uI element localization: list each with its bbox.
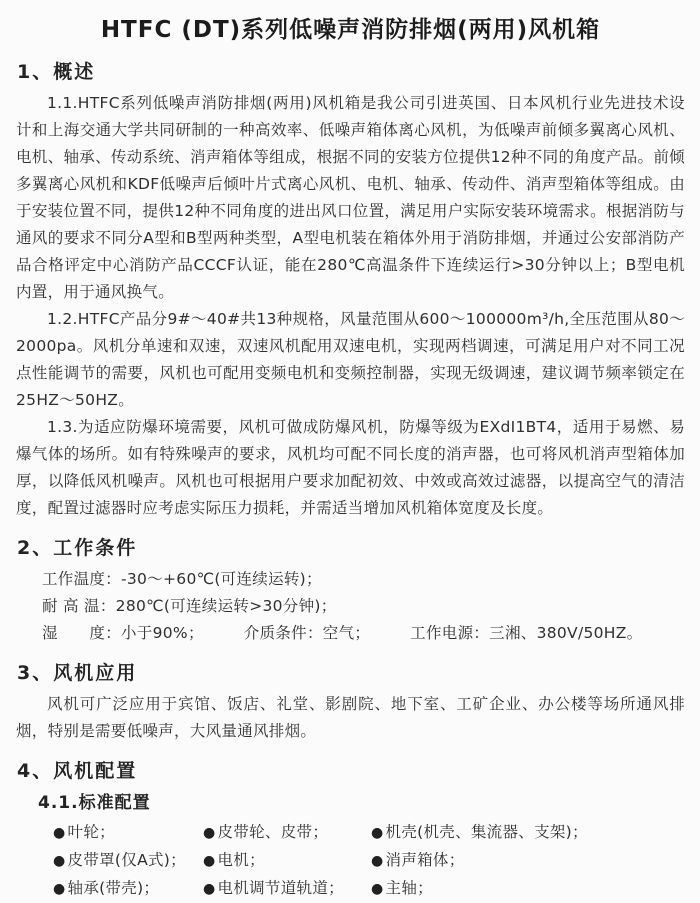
- paragraph-1-3: 1.3.为适应防爆环境需要，风机可做成防爆风机，防爆等级为EXdI1BT4，适用于易燃、易爆气体的场所。如有特殊噪声的要求，风机均可配不同长度的消声器，也可将风机消声型箱体加厚，以降低风机噪声。风机也可根据用户要求加配初效、中效或高效过滤器，以提高空气的清洁度，配置过滤器时应考虑实际压力损耗，并需适当增加风机箱体宽度及长度。: [16, 418, 685, 517]
- config-item-label: 电机；: [217, 851, 265, 869]
- config-item-label: 叶轮；: [67, 823, 115, 841]
- medium-value: 介质条件：空气；: [243, 624, 371, 642]
- config-item-impeller: [53, 819, 203, 847]
- bullet-icon: ●: [53, 881, 66, 897]
- config-item-label: 皮带罩(仅A式)；: [67, 851, 186, 869]
- config-item-main-shaft: [371, 875, 685, 903]
- bullet-icon: ●: [371, 853, 384, 869]
- bullet-icon: ●: [203, 853, 216, 869]
- section-configuration: [16, 758, 685, 903]
- config-item-label: 消声箱体；: [385, 851, 465, 869]
- config-item-pulley-belt: [203, 819, 371, 847]
- humidity-value: 湿 度：小于90%；: [42, 624, 204, 642]
- config-item-label: 轴承(带壳)；: [67, 879, 160, 897]
- config-item-label: 主轴；: [385, 879, 433, 897]
- paragraph-1-2: 1.2.HTFC产品分9#～40#共13种规格，风量范围从600～100000m³/h,全压范围从80～2000pa。风机分单速和双速，双速风机配用双速电机，实现两档调速，可满足用户对不同工况点性能调节的需要，风机也可配用变频电机和变频控制器，实现无级调速，建议调节频率锁定在25HZ～50HZ。: [16, 310, 685, 409]
- document-title: HTFC (DT)系列低噪声消防排烟(两用)风机箱: [100, 17, 601, 43]
- section-applications: [16, 660, 685, 745]
- section-2-heading: 2、工作条件: [17, 537, 138, 559]
- section-working-conditions: [16, 535, 685, 647]
- config-item-label: 机壳(机壳、集流器、支架)；: [385, 823, 588, 841]
- working-temperature-line: 工作温度：-30～+60℃(可连续运转)；: [42, 570, 322, 588]
- applications-paragraph: 风机可广泛应用于宾馆、饭店、礼堂、影剧院、地下室、工矿企业、办公楼等场所通风排烟，特别是需要低噪声，大风量通风排烟。: [16, 695, 685, 740]
- config-item-belt-cover: [53, 847, 203, 875]
- config-item-label: 皮带轮、皮带；: [217, 823, 329, 841]
- config-item-motor: [203, 847, 371, 875]
- section-overview: [16, 59, 685, 522]
- config-item-casing: [371, 819, 685, 847]
- config-item-silencer-box: [371, 847, 685, 875]
- subsection-4-1-heading: 4.1.标准配置: [38, 793, 151, 813]
- power-value: 工作电源：三湘、380V/50HZ。: [410, 624, 643, 642]
- standard-config-list: [53, 819, 685, 903]
- heat-resistance-line: 耐 高 温：280℃(可连续运转>30分钟)；: [42, 597, 337, 615]
- bullet-icon: ●: [53, 853, 66, 869]
- bullet-icon: ●: [53, 825, 66, 841]
- bullet-icon: ●: [203, 825, 216, 841]
- section-4-heading: 4、风机配置: [17, 760, 138, 782]
- config-item-motor-rail: [203, 875, 371, 903]
- config-item-label: 电机调节道轨道；: [217, 879, 344, 897]
- bullet-icon: ●: [203, 881, 216, 897]
- paragraph-1-1: 1.1.HTFC系列低噪声消防排烟(两用)风机箱是我公司引进英国、日本风机行业先进技术设计和上海交通大学共同研制的一种高效率、低噪声箱体离心风机，为低噪声前倾多翼离心风机、电机、轴承、传动系统、消声箱体等组成，根据不同的安装方位提供12种不同的角度产品。前倾多翼离心风机和KDF低噪声后倾叶片式离心风机、电机、轴承、传动件、消声型箱体等组成。由于安装位置不同，提供12种不同角度的进出风口位置，满足用户实际安装环境需求。根据消防与通风的要求不同分A型和B型两种类型，A型电机装在箱体外用于消防排烟，并通过公安部消防产品合格评定中心消防产品CCCF认证，能在280℃高温条件下连续运行>30分钟以上；B型电机内置，用于通风换气。: [16, 94, 685, 301]
- config-item-bearing: [53, 875, 203, 903]
- humidity-medium-power-line: [42, 620, 685, 647]
- bullet-icon: ●: [371, 825, 384, 841]
- section-1-heading: 1、概述: [17, 61, 96, 83]
- section-3-heading: 3、风机应用: [17, 662, 138, 684]
- bullet-icon: ●: [371, 881, 384, 897]
